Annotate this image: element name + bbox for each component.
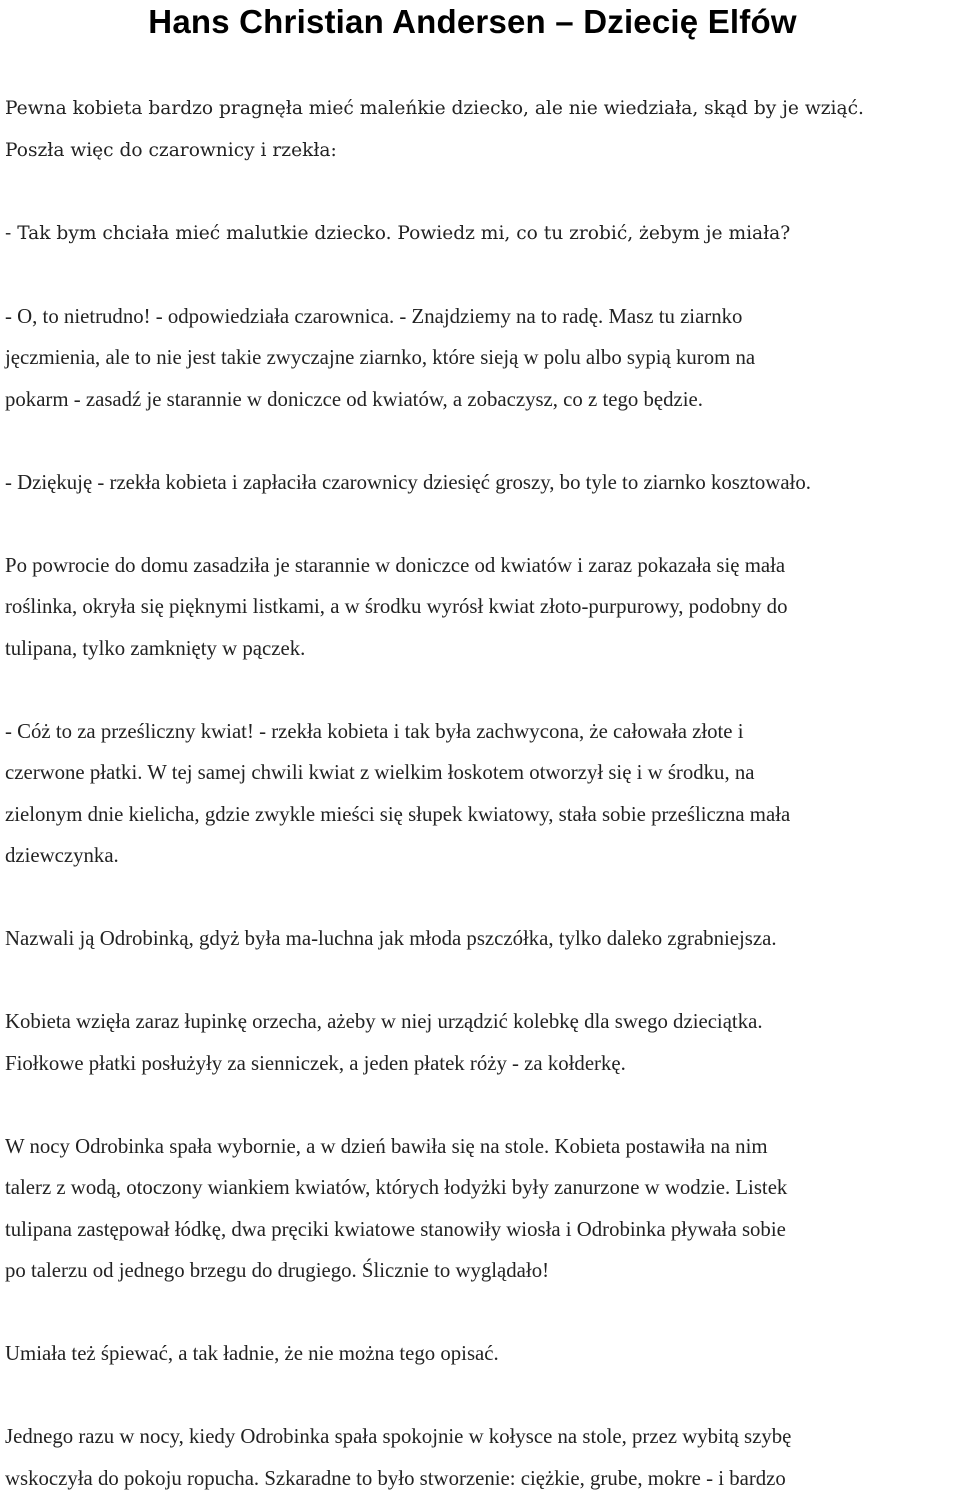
paragraph-9 xyxy=(5,1126,960,1292)
text-line: Umiała też śpiewać, a tak ładnie, że nie można tego opisać. xyxy=(5,1333,960,1375)
paragraph-gap xyxy=(5,171,960,213)
paragraph-10 xyxy=(5,1333,960,1375)
text-line: jęczmienia, ale to nie jest takie zwyczajne ziarnko, które sieją w polu albo sypią kurom na xyxy=(5,337,960,379)
text-line: - O, to nietrudno! - odpowiedziała czarownica. - Znajdziemy na to radę. Masz tu ziarnko xyxy=(5,296,960,338)
text-line: Po powrocie do domu zasadziła je starannie w doniczce od kwiatów i zaraz pokazała się mała xyxy=(5,545,960,587)
text-line: W nocy Odrobinka spała wybornie, a w dzień bawiła się na stole. Kobieta postawiła na nim xyxy=(5,1126,960,1168)
text-line: Fiołkowe płatki posłużyły za sienniczek, a jeden płatek róży - za kołderkę. xyxy=(5,1043,960,1085)
paragraph-5 xyxy=(5,545,960,670)
text-line: Jednego razu w nocy, kiedy Odrobinka spała spokojnie w kołysce na stole, przez wybitą szybę xyxy=(5,1416,960,1458)
text-line: czerwone płatki. W tej samej chwili kwiat z wielkim łoskotem otworzył się i w środku, na xyxy=(5,752,960,794)
paragraph-gap xyxy=(5,669,960,711)
text-line: tulipana, tylko zamknięty w pączek. xyxy=(5,628,960,670)
paragraph-gap xyxy=(5,1292,960,1334)
text-line: tulipana zastępował łódkę, dwa pręciki kwiatowe stanowiły wiosła i Odrobinka pływała sobie xyxy=(5,1209,960,1251)
text-line: Pewna kobieta bardzo pragnęła mieć maleńkie dziecko, ale nie wiedziała, skąd by je wziąć. xyxy=(5,88,960,130)
text-line: dziewczynka. xyxy=(5,835,960,877)
spacer xyxy=(5,42,960,88)
document-page xyxy=(5,0,960,1499)
paragraph-gap xyxy=(5,960,960,1002)
paragraph-1 xyxy=(5,88,960,171)
text-line: talerz z wodą, otoczony wiankiem kwiatów, których łodyżki były zanurzone w wodzie. Listek xyxy=(5,1167,960,1209)
paragraph-11 xyxy=(5,1416,960,1499)
text-line: po talerzu od jednego brzegu do drugiego. Ślicznie to wyglądało! xyxy=(5,1250,960,1292)
paragraph-6 xyxy=(5,711,960,877)
paragraph-gap xyxy=(5,1375,960,1417)
text-line: Nazwali ją Odrobinką, gdyż była ma-luchna jak młoda pszczółka, tylko daleko zgrabniejsza. xyxy=(5,918,960,960)
paragraph-3 xyxy=(5,296,960,421)
paragraph-7 xyxy=(5,918,960,960)
text-line: - Tak bym chciała mieć malutkie dziecko. Powiedz mi, co tu zrobić, żebym je miała? xyxy=(5,213,960,255)
text-line: Poszła więc do czarownicy i rzekła: xyxy=(5,130,960,172)
document-title: Hans Christian Andersen – Dziecię Elfów xyxy=(5,0,960,42)
text-line: Kobieta wzięła zaraz łupinkę orzecha, ażeby w niej urządzić kolebkę dla swego dzieciątka. xyxy=(5,1001,960,1043)
text-line: - Cóż to za prześliczny kwiat! - rzekła kobieta i tak była zachwycona, że całowała złote i xyxy=(5,711,960,753)
paragraph-gap xyxy=(5,877,960,919)
text-line: pokarm - zasadź je starannie w doniczce od kwiatów, a zobaczysz, co z tego będzie. xyxy=(5,379,960,421)
paragraph-gap xyxy=(5,503,960,545)
text-line: wskoczyła do pokoju ropucha. Szkaradne to było stworzenie: ciężkie, grube, mokre - i bardzo xyxy=(5,1458,960,1499)
paragraph-gap xyxy=(5,254,960,296)
text-line: zielonym dnie kielicha, gdzie zwykle mieści się słupek kwiatowy, stała sobie prześliczna mała xyxy=(5,794,960,836)
paragraph-gap xyxy=(5,1084,960,1126)
paragraph-2 xyxy=(5,213,960,255)
paragraph-4 xyxy=(5,462,960,504)
paragraph-8 xyxy=(5,1001,960,1084)
paragraph-gap xyxy=(5,420,960,462)
text-line: roślinka, okryła się pięknymi listkami, a w środku wyrósł kwiat złoto-purpurowy, podobny do xyxy=(5,586,960,628)
text-line: - Dziękuję - rzekła kobieta i zapłaciła czarownicy dziesięć groszy, bo tyle to ziarnko kosztowało. xyxy=(5,462,960,504)
